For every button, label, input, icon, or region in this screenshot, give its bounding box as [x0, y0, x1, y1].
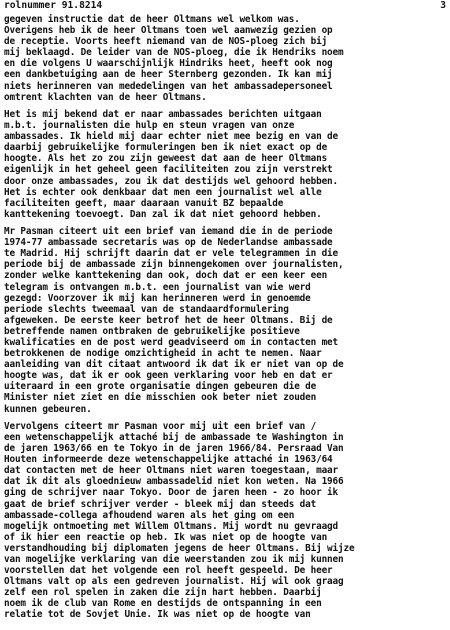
text-line: periode slechts tweemaal van de standaardformulering [4, 303, 289, 315]
text-line: de receptie. Voorts heeft niemand van de NOS-ploeg zich bij [4, 36, 328, 48]
text-line: Houten informeerde deze wetenschappelijke attaché in 1963/64 [4, 454, 333, 466]
text-line: ambassades. Ik hield mij daar echter niet mee bezig en van de [4, 131, 339, 143]
text-line: van mogelijke verklaring van die weerstanden zou ik mij kunnen [4, 553, 344, 565]
text-line: verstandhouding bij diplomaten jegens de heer Oltmans. Bij wijze [4, 542, 355, 554]
text-line: gezegd: Voorzover ik mij kan herinneren werd in genoemde [4, 292, 311, 304]
text-line: Oltmans valt op als een gedreven journalist. Hij wil ook graag [4, 576, 344, 588]
text-line: Het is echter ook denkbaar dat men een journalist wel alle [4, 186, 322, 198]
text-line: een dankbetuiging aan de heer Sternberg gezonden. Ik kan mij [4, 69, 333, 81]
text-line: mogelijk ontmoeting met Willem Oltmans. Mij wordt nu gevraagd [4, 520, 339, 532]
text-line: de jaren 1963/66 en te Tokyo in de jaren 1966/84. Persraad Van [4, 443, 344, 455]
paragraph [4, 226, 448, 415]
text-line: Minister niet ziet en die misschien ook beter niet zouden [4, 392, 317, 404]
text-line: telegram is ontvangen m.b.t. een journalist van wie werd [4, 281, 311, 293]
text-line: hoogte. Als het zo zou zijn geweest dat aan de heer Oltmans [4, 153, 328, 165]
text-line: kwalificaties en de post werd geadviseerd om in contacten met [4, 337, 339, 348]
text-line: betrokkenen de nodige omzichtigheid in acht te nemen. Naar [4, 348, 322, 360]
text-line: betreffende namen ontbraken de gebruikelijke positieve [4, 325, 300, 337]
text-line: relatie tot de Sovjet Unie. Ik was niet op de hoogte van [4, 609, 311, 621]
paragraph [4, 14, 448, 103]
text-line: Overigens heb ik de heer Oltmans toen wel aanwezig gezien op [4, 25, 333, 37]
text-line: en die volgens U waarschijnlijk Hindriks heet, heeft ook nog [4, 58, 333, 70]
body-text [4, 14, 448, 627]
text-line: gaat de brief schrijver verder - bleek mij dan steeds dat [4, 498, 317, 510]
text-line: mij beklaagd. De leider van de NOS-ploeg, die ik Hendriks noem [4, 47, 344, 59]
text-line: Mr Pasman citeert uit een brief van iemand die in de periode [4, 226, 333, 238]
text-line: dat ik dit als gloednieuw ambassadelid niet kon weten. Na 1966 [4, 476, 344, 488]
text-line: Vervolgens citeert mr Pasman voor mij uit een brief van / [4, 420, 317, 432]
text-line: zelf een rol spelen in zaken die zijn hart hebben. Daarbij [4, 587, 322, 599]
text-line: dat contacten met de heer Oltmans niet waren toegestaan, maar [4, 465, 339, 477]
text-line: omtrent klachten van de heer Oltmans. [4, 91, 207, 103]
text-line: uiteraard in een grote organisatie dingen gebeuren die de [4, 381, 317, 393]
text-line: afgeweken. De eerste keer betrof het de heer Oltmans. Bij de [4, 314, 333, 326]
text-line: of ik hier een reactie op heb. Ik was niet op de hoogte van [4, 531, 328, 543]
text-line: Het is mij bekend dat er naar ambassades berichten uitgaan [4, 108, 322, 120]
text-line: aanleiding van dit citaat antwoord ik dat ik er niet van op de [4, 359, 344, 371]
text-line: hoogte was, dat ik er ook geen verklaring voor heb en dat er [4, 370, 333, 382]
text-line: door onze ambassades, zou ik dat destijds wel gehoord hebben. [4, 175, 339, 187]
paragraph [4, 421, 448, 621]
text-line: ging de schrijver naar Tokyo. Door de jaren heen - zo hoor ik [4, 487, 339, 499]
text-line: voorstellen dat het volgende een rol heeft gespeeld. De heer [4, 565, 333, 577]
text-line: kunnen gebeuren. [4, 403, 92, 415]
text-line: zonder welke kanttekening dan ook, doch dat er een keer een [4, 270, 328, 282]
text-line: periode bij de ambassade zijn binnengekomen over journalisten, [4, 259, 344, 271]
text-line: 1974-77 ambassade secretaris was op de Nederlandse ambassade [4, 237, 333, 249]
text-line: daarbij gebruikelijke formuleringen ben ik niet exact op de [4, 142, 328, 154]
text-line: kanttekening toevoegt. Dan zal ik dat niet gehoord hebben. [4, 208, 322, 220]
text-line: faciliteiten geeft, maar daaraan vanuit BZ bepaalde [4, 197, 284, 209]
text-line: een wetenschappelijk attaché bij de ambassade te Washington in [4, 431, 344, 443]
text-line: gegeven instructie dat de heer Oltmans wel welkom was. [4, 14, 300, 25]
text-line: noem ik de club van Rome en destijds de ontspanning in een [4, 598, 322, 610]
page-header [4, 0, 446, 12]
text-line: te Madrid. Hij schrijft daarin dat er vele telegrammen in die [4, 248, 339, 260]
text-line: eigenlijk in het geheel geen faciliteiten zou zijn verstrekt [4, 164, 333, 176]
text-line: m.b.t. journalisten die hulp en steun vragen van onze [4, 120, 295, 132]
paragraph [4, 109, 448, 220]
text-line: ambassade-collega afhoudend waren als het ging om een [4, 509, 295, 521]
rolnummer-label: rolnummer 91.8214 [4, 0, 103, 11]
text-line: niets herinneren van mededelingen van het ambassadepersoneel [4, 80, 333, 92]
page-number: 3 [440, 0, 446, 11]
